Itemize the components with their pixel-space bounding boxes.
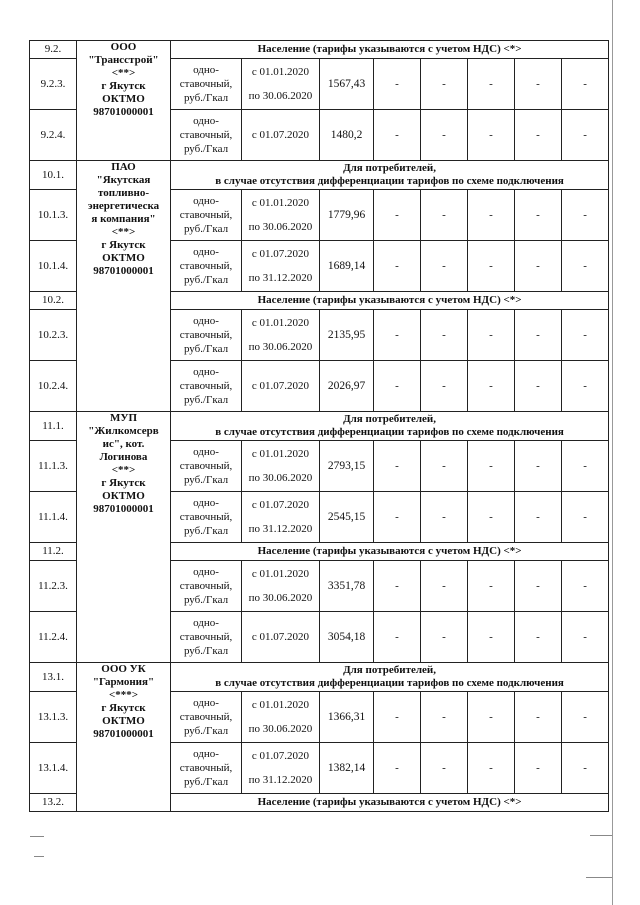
tariff-type-cell — [171, 441, 242, 492]
empty-value-cell: - — [468, 241, 515, 292]
tariff-type-line: руб./Гкал — [183, 776, 229, 788]
period-from: с 01.07.2020 — [251, 380, 310, 392]
period-to: по 30.06.2020 — [248, 221, 313, 233]
period-from: с 01.07.2020 — [251, 248, 310, 260]
tariff-value-cell: 1382,14 — [320, 743, 374, 794]
empty-value-cell: - — [421, 310, 468, 361]
tariff-value-cell: 1567,43 — [320, 59, 374, 110]
period-from: с 01.01.2020 — [251, 448, 310, 460]
organization-name-line: "Якутская — [96, 174, 151, 186]
empty-value-cell: - — [374, 743, 421, 794]
organization-name-line: энергетическа — [87, 200, 160, 212]
scan-edge-line — [612, 0, 613, 905]
row-number-cell: 13.1.4. — [30, 743, 77, 794]
row-number-cell: 11.2. — [30, 543, 77, 561]
tariff-value-cell: 1779,96 — [320, 190, 374, 241]
tariff-type-cell — [171, 561, 242, 612]
empty-value-cell: - — [421, 441, 468, 492]
period-cell — [242, 441, 320, 492]
organization-name-line: ис", кот. — [102, 438, 145, 450]
empty-value-cell: - — [515, 110, 562, 161]
row-number-cell: 9.2. — [30, 41, 77, 59]
empty-value-cell: - — [562, 441, 609, 492]
period-from: с 01.07.2020 — [251, 129, 310, 141]
organization-name-line: ООО — [110, 41, 137, 53]
tariff-type-cell — [171, 692, 242, 743]
row-number-cell: 10.2.3. — [30, 310, 77, 361]
organization-cell — [77, 41, 171, 161]
section-header-line: Население (тарифы указываются с учетом НДС) <*> — [257, 796, 522, 808]
organization-name-line: <**> — [111, 67, 136, 79]
tariff-type-line: руб./Гкал — [183, 525, 229, 537]
row-number-cell: 10.2.4. — [30, 361, 77, 412]
section-header-cell — [171, 663, 609, 692]
empty-value-cell: - — [468, 190, 515, 241]
empty-value-cell: - — [515, 492, 562, 543]
tariff-type-line: руб./Гкал — [183, 343, 229, 355]
empty-value-cell: - — [562, 743, 609, 794]
section-header-line: Для потребителей, — [343, 413, 436, 425]
row-number-cell: 11.2.3. — [30, 561, 77, 612]
tariff-type-cell — [171, 59, 242, 110]
organization-name-line: ОКТМО — [102, 93, 145, 105]
row-number-cell: 11.1.4. — [30, 492, 77, 543]
organization-cell — [77, 161, 171, 412]
empty-value-cell: - — [421, 561, 468, 612]
tariff-type-line: одно- — [193, 748, 219, 760]
tariff-type-line: ставочный, — [179, 460, 233, 472]
empty-value-cell: - — [374, 441, 421, 492]
empty-value-cell: - — [374, 310, 421, 361]
section-header-cell — [171, 412, 609, 441]
row-number-cell: 10.1.4. — [30, 241, 77, 292]
period-cell — [242, 310, 320, 361]
empty-value-cell: - — [515, 241, 562, 292]
organization-name-line: <**> — [111, 464, 136, 476]
section-header-cell — [171, 161, 609, 190]
tariff-type-line: руб./Гкал — [183, 725, 229, 737]
tariff-type-line: ставочный, — [179, 580, 233, 592]
tariff-value-cell: 1480,2 — [320, 110, 374, 161]
tariff-type-cell — [171, 361, 242, 412]
empty-value-cell: - — [562, 612, 609, 663]
table-row — [30, 41, 609, 59]
empty-value-cell: - — [468, 692, 515, 743]
tariff-type-line: ставочный, — [179, 711, 233, 723]
tariff-type-line: руб./Гкал — [183, 143, 229, 155]
organization-name-line: 98701000001 — [93, 728, 154, 740]
tariff-value-cell: 2026,97 — [320, 361, 374, 412]
organization-name-line: г Якутск — [101, 239, 146, 251]
empty-value-cell: - — [468, 561, 515, 612]
empty-value-cell: - — [374, 561, 421, 612]
tariff-type-line: одно- — [193, 64, 219, 76]
tariff-type-line: одно- — [193, 697, 219, 709]
period-cell — [242, 743, 320, 794]
period-cell — [242, 561, 320, 612]
tariff-type-line: одно- — [193, 617, 219, 629]
empty-value-cell: - — [468, 492, 515, 543]
empty-value-cell: - — [562, 241, 609, 292]
organization-name-line: МУП — [109, 412, 137, 424]
period-from: с 01.07.2020 — [251, 499, 310, 511]
organization-name-line: 98701000001 — [93, 503, 154, 515]
section-header-line: в случае отсутствия дифференциации тарифов по схеме подключения — [215, 677, 564, 689]
period-from: с 01.07.2020 — [251, 631, 310, 643]
organization-cell — [77, 663, 171, 812]
table-row — [30, 663, 609, 692]
empty-value-cell: - — [515, 59, 562, 110]
tariff-type-cell — [171, 612, 242, 663]
empty-value-cell: - — [515, 190, 562, 241]
empty-value-cell: - — [421, 190, 468, 241]
row-number-cell: 13.2. — [30, 794, 77, 812]
row-number-cell: 9.2.4. — [30, 110, 77, 161]
period-cell — [242, 110, 320, 161]
tariff-type-line: одно- — [193, 497, 219, 509]
tariff-value-cell: 2135,95 — [320, 310, 374, 361]
section-header-line: Население (тарифы указываются с учетом НДС) <*> — [257, 545, 522, 557]
organization-name-line: г Якутск — [101, 702, 146, 714]
row-number-cell: 10.1. — [30, 161, 77, 190]
period-to: по 30.06.2020 — [248, 592, 313, 604]
section-header-cell — [171, 41, 609, 59]
organization-name-line: Логинова — [99, 451, 148, 463]
tariff-type-line: руб./Гкал — [183, 594, 229, 606]
period-to: по 31.12.2020 — [248, 272, 313, 284]
period-to: по 31.12.2020 — [248, 523, 313, 535]
period-to: по 30.06.2020 — [248, 723, 313, 735]
tariff-type-line: ставочный, — [179, 329, 233, 341]
organization-name-line: ООО УК — [101, 663, 146, 675]
organization-name-line: "Гармония" — [92, 676, 155, 688]
table-row — [30, 161, 609, 190]
period-cell — [242, 612, 320, 663]
empty-value-cell: - — [374, 612, 421, 663]
empty-value-cell: - — [374, 241, 421, 292]
period-cell — [242, 190, 320, 241]
period-from: с 01.01.2020 — [251, 699, 310, 711]
tariff-type-line: ставочный, — [179, 209, 233, 221]
scan-artifact — [590, 835, 612, 836]
period-from: с 01.01.2020 — [251, 66, 310, 78]
organization-name-line: ОКТМО — [102, 715, 145, 727]
empty-value-cell: - — [468, 743, 515, 794]
tariff-type-line: ставочный, — [179, 380, 233, 392]
tariff-type-line: ставочный, — [179, 129, 233, 141]
section-header-line: Для потребителей, — [343, 162, 436, 174]
tariff-type-line: ставочный, — [179, 762, 233, 774]
period-from: с 01.01.2020 — [251, 568, 310, 580]
empty-value-cell: - — [562, 59, 609, 110]
empty-value-cell: - — [374, 692, 421, 743]
period-cell — [242, 492, 320, 543]
tariff-type-line: руб./Гкал — [183, 223, 229, 235]
period-to: по 31.12.2020 — [248, 774, 313, 786]
section-header-cell — [171, 794, 609, 812]
tariff-type-line: одно- — [193, 246, 219, 258]
empty-value-cell: - — [468, 310, 515, 361]
tariff-type-cell — [171, 241, 242, 292]
empty-value-cell: - — [421, 692, 468, 743]
empty-value-cell: - — [515, 310, 562, 361]
period-to: по 30.06.2020 — [248, 472, 313, 484]
organization-name-line: г Якутск — [101, 477, 146, 489]
organization-name-line: г Якутск — [101, 80, 146, 92]
empty-value-cell: - — [562, 110, 609, 161]
empty-value-cell: - — [562, 692, 609, 743]
empty-value-cell: - — [562, 561, 609, 612]
empty-value-cell: - — [515, 612, 562, 663]
empty-value-cell: - — [562, 190, 609, 241]
organization-name-line: <**> — [111, 226, 136, 238]
empty-value-cell: - — [374, 361, 421, 412]
tariff-table — [29, 40, 609, 812]
section-header-line: Население (тарифы указываются с учетом НДС) <*> — [257, 43, 522, 55]
tariff-value-cell: 3351,78 — [320, 561, 374, 612]
empty-value-cell: - — [468, 612, 515, 663]
empty-value-cell: - — [562, 361, 609, 412]
tariff-type-line: руб./Гкал — [183, 474, 229, 486]
empty-value-cell: - — [515, 561, 562, 612]
period-cell — [242, 692, 320, 743]
scan-artifact — [34, 856, 44, 857]
tariff-type-line: одно- — [193, 566, 219, 578]
empty-value-cell: - — [421, 241, 468, 292]
tariff-type-cell — [171, 743, 242, 794]
empty-value-cell: - — [515, 361, 562, 412]
tariff-type-line: одно- — [193, 366, 219, 378]
empty-value-cell: - — [468, 441, 515, 492]
tariff-value-cell: 2545,15 — [320, 492, 374, 543]
empty-value-cell: - — [421, 110, 468, 161]
empty-value-cell: - — [421, 59, 468, 110]
organization-name-line: ПАО — [111, 161, 136, 173]
section-header-line: в случае отсутствия дифференциации тарифов по схеме подключения — [215, 175, 564, 187]
row-number-cell: 11.1. — [30, 412, 77, 441]
tariff-type-line: руб./Гкал — [183, 394, 229, 406]
empty-value-cell: - — [421, 361, 468, 412]
row-number-cell: 9.2.3. — [30, 59, 77, 110]
tariff-value-cell: 1366,31 — [320, 692, 374, 743]
tariff-type-line: одно- — [193, 195, 219, 207]
tariff-type-line: ставочный, — [179, 511, 233, 523]
period-cell — [242, 59, 320, 110]
organization-name-line: топливно- — [97, 187, 150, 199]
section-header-line: Население (тарифы указываются с учетом НДС) <*> — [257, 294, 522, 306]
empty-value-cell: - — [421, 492, 468, 543]
row-number-cell: 13.1. — [30, 663, 77, 692]
tariff-type-line: одно- — [193, 315, 219, 327]
organization-name-line: <***> — [108, 689, 139, 701]
empty-value-cell: - — [515, 441, 562, 492]
tariff-type-line: ставочный, — [179, 260, 233, 272]
tariff-type-line: одно- — [193, 446, 219, 458]
empty-value-cell: - — [468, 59, 515, 110]
tariff-type-line: ставочный, — [179, 631, 233, 643]
empty-value-cell: - — [374, 110, 421, 161]
organization-cell — [77, 412, 171, 663]
tariff-value-cell: 2793,15 — [320, 441, 374, 492]
tariff-type-line: руб./Гкал — [183, 274, 229, 286]
tariff-type-cell — [171, 110, 242, 161]
row-number-cell: 10.1.3. — [30, 190, 77, 241]
empty-value-cell: - — [562, 492, 609, 543]
tariff-type-line: руб./Гкал — [183, 645, 229, 657]
scan-artifact — [30, 836, 44, 837]
empty-value-cell: - — [515, 692, 562, 743]
section-header-cell — [171, 292, 609, 310]
section-header-line: в случае отсутствия дифференциации тарифов по схеме подключения — [215, 426, 564, 438]
organization-name-line: "Трансстрой" — [88, 54, 159, 66]
empty-value-cell: - — [374, 190, 421, 241]
tariff-type-cell — [171, 310, 242, 361]
empty-value-cell: - — [562, 310, 609, 361]
empty-value-cell: - — [515, 743, 562, 794]
organization-name-line: 98701000001 — [93, 265, 154, 277]
period-from: с 01.01.2020 — [251, 317, 310, 329]
organization-name-line: ОКТМО — [102, 490, 145, 502]
period-cell — [242, 361, 320, 412]
row-number-cell: 11.2.4. — [30, 612, 77, 663]
row-number-cell: 13.1.3. — [30, 692, 77, 743]
organization-name-line: ОКТМО — [102, 252, 145, 264]
period-cell — [242, 241, 320, 292]
empty-value-cell: - — [421, 743, 468, 794]
period-from: с 01.07.2020 — [251, 750, 310, 762]
tariff-value-cell: 3054,18 — [320, 612, 374, 663]
tariff-type-line: одно- — [193, 115, 219, 127]
section-header-line: Для потребителей, — [343, 664, 436, 676]
row-number-cell: 11.1.3. — [30, 441, 77, 492]
tariff-type-line: ставочный, — [179, 78, 233, 90]
empty-value-cell: - — [374, 59, 421, 110]
period-from: с 01.01.2020 — [251, 197, 310, 209]
tariff-table-body — [30, 41, 609, 812]
tariff-type-line: руб./Гкал — [183, 92, 229, 104]
empty-value-cell: - — [468, 361, 515, 412]
tariff-value-cell: 1689,14 — [320, 241, 374, 292]
organization-name-line: я компания" — [91, 213, 156, 225]
table-row — [30, 412, 609, 441]
empty-value-cell: - — [468, 110, 515, 161]
row-number-cell: 10.2. — [30, 292, 77, 310]
period-to: по 30.06.2020 — [248, 90, 313, 102]
scan-artifact — [586, 877, 612, 878]
section-header-cell — [171, 543, 609, 561]
tariff-type-cell — [171, 190, 242, 241]
empty-value-cell: - — [421, 612, 468, 663]
organization-name-line: "Жилкомсерв — [88, 425, 159, 437]
empty-value-cell: - — [374, 492, 421, 543]
organization-name-line: 98701000001 — [93, 106, 154, 118]
period-to: по 30.06.2020 — [248, 341, 313, 353]
tariff-type-cell — [171, 492, 242, 543]
